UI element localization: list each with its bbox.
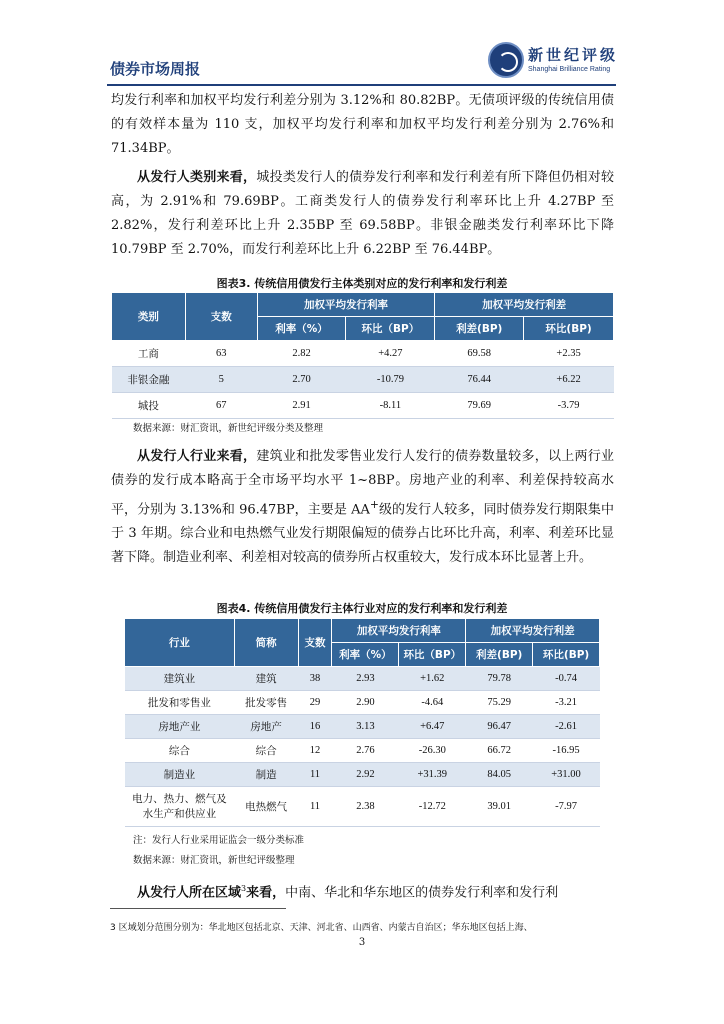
cell-rate: 2.90: [332, 691, 399, 715]
cell-spread-change: -3.79: [524, 393, 614, 419]
col-rate: 利率（%）: [257, 317, 346, 341]
cell-abbr: 综合: [234, 739, 298, 763]
paragraph-body: 中南、华北和华东地区的债券发行利率和发行利: [285, 885, 559, 901]
col-spread: 利差(BP): [435, 317, 524, 341]
cell-spread-change: +6.22: [524, 367, 614, 393]
table4-note: 注：发行人行业采用证监会一级分类标准: [133, 835, 305, 846]
cell-rate-change: -26.30: [399, 739, 466, 763]
cell-category: 非银金融: [112, 367, 186, 393]
logo-english-name: Shanghai Brilliance Rating: [528, 66, 611, 73]
cell-industry: 制造业: [125, 763, 235, 787]
cell-spread: 84.05: [466, 763, 533, 787]
cell-category: 城投: [112, 393, 186, 419]
cell-count: 5: [185, 367, 257, 393]
cell-rate-change: -10.79: [346, 367, 435, 393]
cell-industry: 电力、热力、燃气及水生产和供应业: [125, 787, 235, 827]
table-row: [112, 367, 614, 393]
cell-rate-change: -8.11: [346, 393, 435, 419]
table-row: [112, 341, 614, 367]
cell-rate-change: +6.47: [399, 715, 466, 739]
footnote-divider: [110, 908, 286, 909]
cell-rate: 2.38: [332, 787, 399, 827]
cell-spread: 39.01: [466, 787, 533, 827]
cell-spread: 96.47: [466, 715, 533, 739]
col-rate-change: 环比（BP）: [346, 317, 435, 341]
cell-spread-change: +2.35: [524, 341, 614, 367]
col-spread-change: 环比(BP): [524, 317, 614, 341]
cell-count: 16: [298, 715, 332, 739]
col-spread-group: 加权平均发行利差: [466, 619, 600, 643]
table3-source: 数据来源：财汇资讯，新世纪评级分类及整理: [133, 423, 324, 434]
cell-rate-change: +1.62: [399, 667, 466, 691]
cell-rate-change: +31.39: [399, 763, 466, 787]
rating-superscript: +: [369, 498, 379, 511]
table3: [111, 292, 614, 419]
table3-caption: 图表3. 传统信用债发行主体类别对应的发行利率和发行利差: [216, 277, 508, 290]
cell-spread-change: -7.97: [533, 787, 600, 827]
col-rate-group: 加权平均发行利率: [257, 293, 435, 317]
cell-abbr: 制造: [234, 763, 298, 787]
cell-industry: 综合: [125, 739, 235, 763]
cell-abbr: 建筑: [234, 667, 298, 691]
cell-industry: 房地产业: [125, 715, 235, 739]
table-row: [125, 691, 600, 715]
page-number: 3: [358, 937, 366, 948]
cell-rate: 2.92: [332, 763, 399, 787]
cell-rate-change: -12.72: [399, 787, 466, 827]
table-row: [112, 393, 614, 419]
cell-spread: 79.78: [466, 667, 533, 691]
col-count: 支数: [298, 619, 332, 667]
cell-spread: 69.58: [435, 341, 524, 367]
cell-category: 工商: [112, 341, 186, 367]
cell-industry: 批发和零售业: [125, 691, 235, 715]
paragraph-issuer-industry: [111, 445, 614, 570]
cell-rate: 3.13: [332, 715, 399, 739]
brand-logo: [488, 42, 618, 82]
cell-count: 38: [298, 667, 332, 691]
table-row: [125, 667, 600, 691]
col-rate-change: 环比（BP）: [399, 643, 466, 667]
col-rate: 利率（%）: [332, 643, 399, 667]
paragraph-lead: 从发行人类别来看，: [137, 170, 257, 185]
header-divider: [107, 84, 616, 86]
cell-rate: 2.70: [257, 367, 346, 393]
table4-caption: 图表4. 传统信用债发行主体行业对应的发行利率和发行利差: [216, 602, 508, 615]
cell-spread-change: -2.61: [533, 715, 600, 739]
table-row: [125, 787, 600, 827]
cell-abbr: 电热燃气: [234, 787, 298, 827]
cell-spread-change: +31.00: [533, 763, 600, 787]
cell-abbr: 房地产: [234, 715, 298, 739]
cell-count: 11: [298, 763, 332, 787]
logo-chinese-name: 新世纪评级: [528, 46, 619, 64]
paragraph-lead: 从发行人行业来看，: [137, 449, 257, 464]
cell-spread-change: -3.21: [533, 691, 600, 715]
cell-rate: 2.93: [332, 667, 399, 691]
report-title: 债券市场周报: [110, 60, 201, 78]
col-category: 类别: [112, 293, 186, 341]
col-spread: 利差(BP): [466, 643, 533, 667]
cell-rate: 2.76: [332, 739, 399, 763]
paragraph-intro: 均发行利率和加权平均发行利差分别为 3.12%和 80.82BP。无债项评级的传统信用债的有效样本量为 110 支，加权平均发行利率和加权平均发行利差分别为 2.76%和 71.34BP。: [111, 93, 614, 156]
cell-spread: 76.44: [435, 367, 524, 393]
cell-rate: 2.82: [257, 341, 346, 367]
cell-count: 29: [298, 691, 332, 715]
col-count: 支数: [185, 293, 257, 341]
paragraph-body: 建筑业和批发零售业发行人发行的债券数量较多，以上两行业债券的发行成本略高于全市场平均水平 1~8BP。房地产业的利率、利差保持较高水平，分别为 3.13%和 96.47BP，主要是 AA: [111, 449, 614, 518]
cell-rate: 2.91: [257, 393, 346, 419]
cell-rate-change: +4.27: [346, 341, 435, 367]
col-abbr: 简称: [234, 619, 298, 667]
col-spread-change: 环比(BP): [533, 643, 600, 667]
col-spread-group: 加权平均发行利差: [435, 293, 614, 317]
cell-spread: 75.29: [466, 691, 533, 715]
paragraph-body: 级的发行人较多，同时债券发行期限集中于 3 年期。综合业和电热燃气业发行期限偏短的债券占比环比升高，利率、利差环比显著下降。制造业利率、利差相对较高的债券所占权重较大，发行成本环比显著上升。: [111, 502, 614, 566]
col-industry: 行业: [125, 619, 235, 667]
paragraph-lead-end: 来看，: [246, 885, 286, 901]
table4-source: 数据来源：财汇资讯，新世纪评级整理: [133, 855, 295, 866]
table-row: [125, 739, 600, 763]
cell-industry: 建筑业: [125, 667, 235, 691]
col-rate-group: 加权平均发行利率: [332, 619, 466, 643]
cell-rate-change: -4.64: [399, 691, 466, 715]
table4: [124, 618, 600, 827]
footnote-marker: 3: [241, 884, 247, 893]
cell-spread: 79.69: [435, 393, 524, 419]
cell-spread-change: -0.74: [533, 667, 600, 691]
cell-count: 11: [298, 787, 332, 827]
paragraph-issuer-region: [111, 877, 614, 905]
paragraph-issuer-category: [111, 166, 614, 262]
table-row: [125, 715, 600, 739]
cell-count: 63: [185, 341, 257, 367]
footnote: 3 区域划分范围分别为：华北地区包括北京、天津、河北省、山西省、内蒙古自治区；华东地区包括上海、: [110, 923, 533, 933]
table-row: [125, 763, 600, 787]
paragraph-body: 城投类发行人的债券发行利率和发行利差有所下降但仍相对较高，为 2.91%和 79.69BP。工商类发行人的债券发行利率环比上升 4.27BP 至 2.82%，发行利差环比上升 2.35BP 至 69.58BP。非银金融类发行利率环比下降 10.79BP 至 2.70%，而发行利差环比上升 6.22BP 至 76.44BP。: [111, 170, 614, 257]
cell-count: 12: [298, 739, 332, 763]
cell-spread-change: -16.95: [533, 739, 600, 763]
logo-emblem-icon: [488, 42, 524, 78]
paragraph-lead: 从发行人所在区域: [137, 885, 242, 901]
cell-count: 67: [185, 393, 257, 419]
cell-abbr: 批发零售: [234, 691, 298, 715]
cell-spread: 66.72: [466, 739, 533, 763]
